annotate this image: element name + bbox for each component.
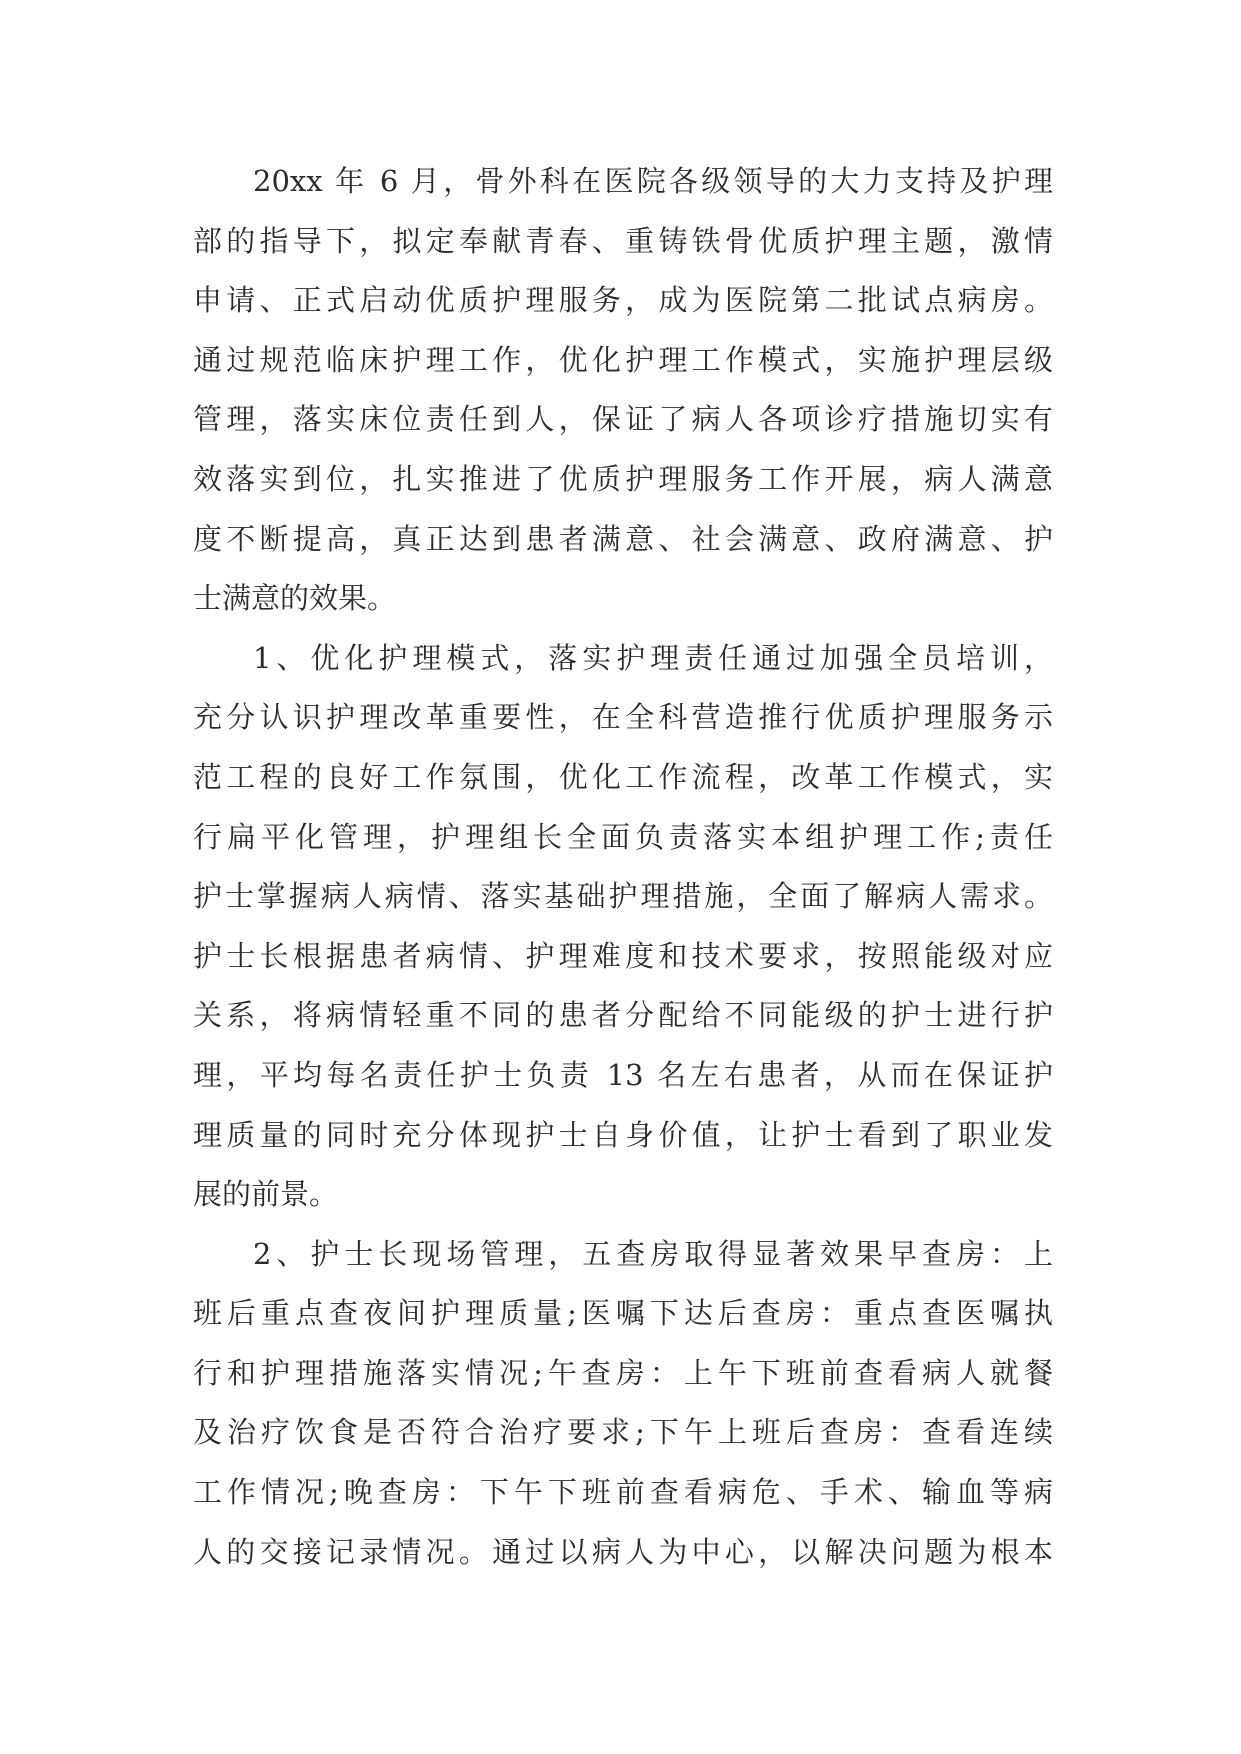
- paragraph-1-line-7: 度不断提高，真正达到患者满意、社会满意、政府满意、护: [193, 521, 1053, 556]
- paragraph-3-line-1: 2、护士长现场管理，五查房取得显著效果早查房：上: [253, 1236, 1053, 1271]
- paragraph-3-line-2: 班后重点查夜间护理质量;医嘱下达后查房：重点查医嘱执: [193, 1296, 1053, 1331]
- document-body: [193, 160, 1053, 1590]
- paragraph-1-line-4: 通过规范临床护理工作，优化护理工作模式，实施护理层级: [193, 342, 1053, 377]
- paragraph-1-line-5: 管理，落实床位责任到人，保证了病人各项诊疗措施切实有: [193, 402, 1053, 437]
- paragraph-1-line-6: 效落实到位，扎实推进了优质护理服务工作开展，病人满意: [193, 461, 1053, 496]
- paragraph-1-line-8: 士满意的效果。: [193, 581, 397, 616]
- paragraph-2-line-7: 关系，将病情轻重不同的患者分配给不同能级的护士进行护: [193, 998, 1053, 1033]
- paragraph-2-line-8: 理，平均每名责任护士负责 13 名左右患者，从而在保证护: [193, 1057, 1053, 1092]
- paragraph-3-line-3: 行和护理措施落实情况;午查房：上午下班前查看病人就餐: [193, 1355, 1053, 1390]
- paragraph-2-line-5: 护士掌握病人病情、落实基础护理措施，全面了解病人需求。: [193, 879, 1053, 914]
- paragraph-3-line-4: 及治疗饮食是否符合治疗要求;下午上班后查房：查看连续: [193, 1415, 1053, 1450]
- paragraph-3-line-6: 人的交接记录情况。通过以病人为中心，以解决问题为根本: [193, 1534, 1053, 1569]
- paragraph-1-line-2: 部的指导下，拟定奉献青春、重铸铁骨优质护理主题，激情: [193, 223, 1053, 258]
- paragraph-2-line-9: 理质量的同时充分体现护士自身价值，让护士看到了职业发: [193, 1117, 1053, 1152]
- paragraph-2-line-1: 1、优化护理模式，落实护理责任通过加强全员培训，: [253, 640, 1053, 675]
- paragraph-1-line-1: 20xx 年 6 月，骨外科在医院各级领导的大力支持及护理: [253, 164, 1053, 198]
- paragraph-2-line-2: 充分认识护理改革重要性，在全科营造推行优质护理服务示: [193, 700, 1053, 735]
- paragraph-2-line-6: 护士长根据患者病情、护理难度和技术要求，按照能级对应: [193, 938, 1053, 973]
- paragraph-1-line-3: 申请、正式启动优质护理服务，成为医院第二批试点病房。: [193, 283, 1053, 318]
- paragraph-2-line-3: 范工程的良好工作氛围，优化工作流程，改革工作模式，实: [193, 759, 1053, 794]
- paragraph-2-line-4: 行扁平化管理，护理组长全面负责落实本组护理工作;责任: [193, 819, 1053, 854]
- paragraph-2-line-10: 展的前景。: [193, 1177, 339, 1212]
- paragraph-3-line-5: 工作情况;晚查房：下午下班前查看病危、手术、输血等病: [193, 1475, 1053, 1510]
